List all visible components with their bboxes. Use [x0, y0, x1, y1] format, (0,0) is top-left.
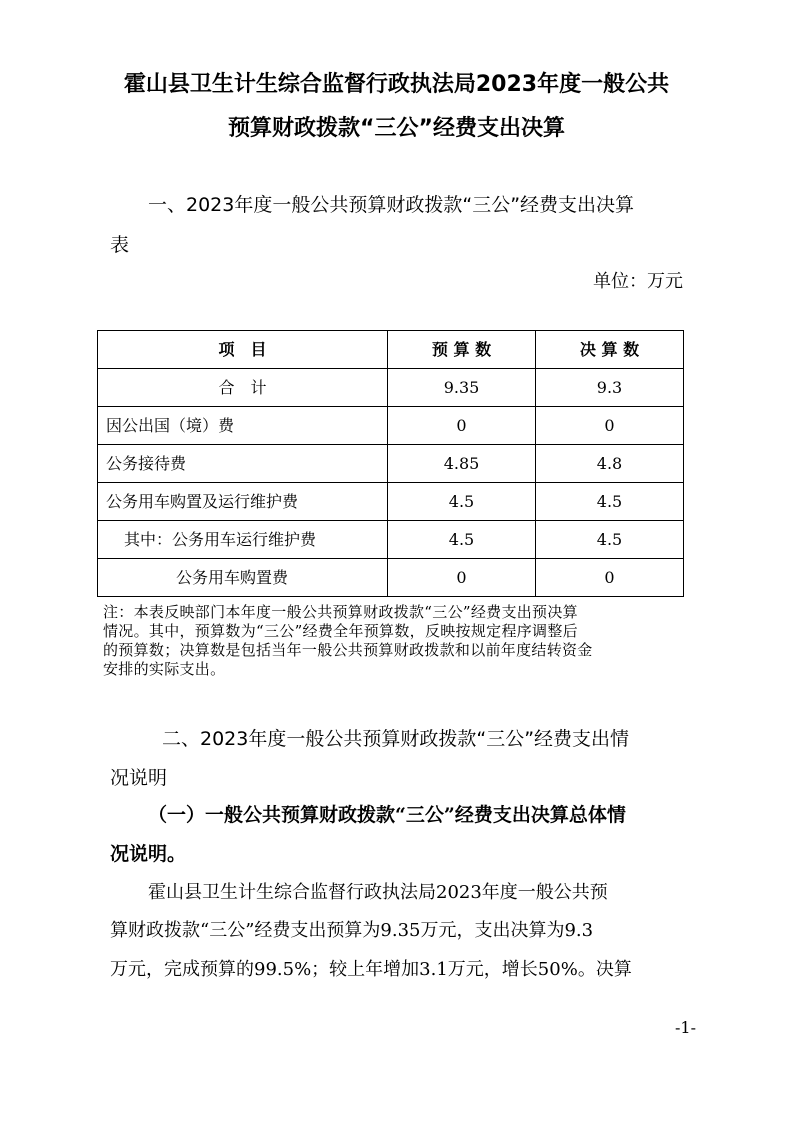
row-item: 因公出国（境）费 [98, 407, 388, 445]
paragraph-line: 万元，完成预算的99.5%；较上年增加3.1万元，增长50%。决算 [110, 959, 632, 980]
subsection-1-heading-cont: 况说明。 [110, 843, 187, 865]
subsection-1-heading: （一）一般公共预算财政拨款“三公”经费支出决算总体情 [148, 804, 626, 826]
row-item: 公务用车购置费 [98, 559, 388, 597]
unit-label: 单位：万元 [593, 271, 683, 292]
header-item: 项 目 [98, 331, 388, 369]
page-number: -1- [675, 1018, 696, 1037]
section-2-heading-cont: 况说明 [110, 767, 168, 789]
table-row [98, 521, 684, 559]
row-budget: 4.5 [388, 521, 536, 559]
row-final: 4.5 [536, 521, 684, 559]
table-header-row [98, 331, 684, 369]
row-budget: 0 [388, 407, 536, 445]
section-1-heading: 一、2023年度一般公共预算财政拨款“三公”经费支出决算 [148, 194, 635, 216]
header-budget: 预 算 数 [388, 331, 536, 369]
paragraph-line: 霍山县卫生计生综合监督行政执法局2023年度一般公共预 [148, 882, 608, 903]
paragraph-line: 算财政拨款“三公”经费支出预算为9.35万元，支出决算为9.3 [110, 920, 594, 941]
table-note [103, 603, 703, 679]
row-final: 4.5 [536, 483, 684, 521]
row-budget: 4.85 [388, 445, 536, 483]
header-final: 决 算 数 [536, 331, 684, 369]
row-final: 9.3 [536, 369, 684, 407]
table-row [98, 445, 684, 483]
document-title-line-1: 霍山县卫生计生综合监督行政执法局2023年度一般公共 [123, 72, 670, 97]
document-title-line-2: 预算财政拨款“三公”经费支出决算 [228, 116, 565, 141]
row-final: 0 [536, 407, 684, 445]
row-budget: 0 [388, 559, 536, 597]
section-2-heading: 二、2023年度一般公共预算财政拨款“三公”经费支出情 [162, 728, 630, 750]
row-item: 公务用车购置及运行维护费 [98, 483, 388, 521]
table-row [98, 559, 684, 597]
row-item: 其中：公务用车运行维护费 [98, 521, 388, 559]
table-row [98, 407, 684, 445]
note-line: 注：本表反映部门本年度一般公共预算财政拨款“三公”经费支出预决算 [103, 603, 578, 621]
row-final: 0 [536, 559, 684, 597]
note-line: 情况。其中，预算数为“三公”经费全年预算数，反映按规定程序调整后 [103, 622, 578, 640]
row-item: 公务接待费 [98, 445, 388, 483]
three-public-expense-table [97, 330, 684, 597]
section-1-heading-cont: 表 [110, 234, 130, 256]
row-item: 合 计 [98, 369, 388, 407]
row-budget: 9.35 [388, 369, 536, 407]
table-row [98, 483, 684, 521]
note-line: 的预算数；决算数是包括当年一般公共预算财政拨款和以前年度结转资金 [103, 641, 593, 659]
row-budget: 4.5 [388, 483, 536, 521]
row-final: 4.8 [536, 445, 684, 483]
note-line: 安排的实际支出。 [103, 660, 226, 678]
table-row-total [98, 369, 684, 407]
